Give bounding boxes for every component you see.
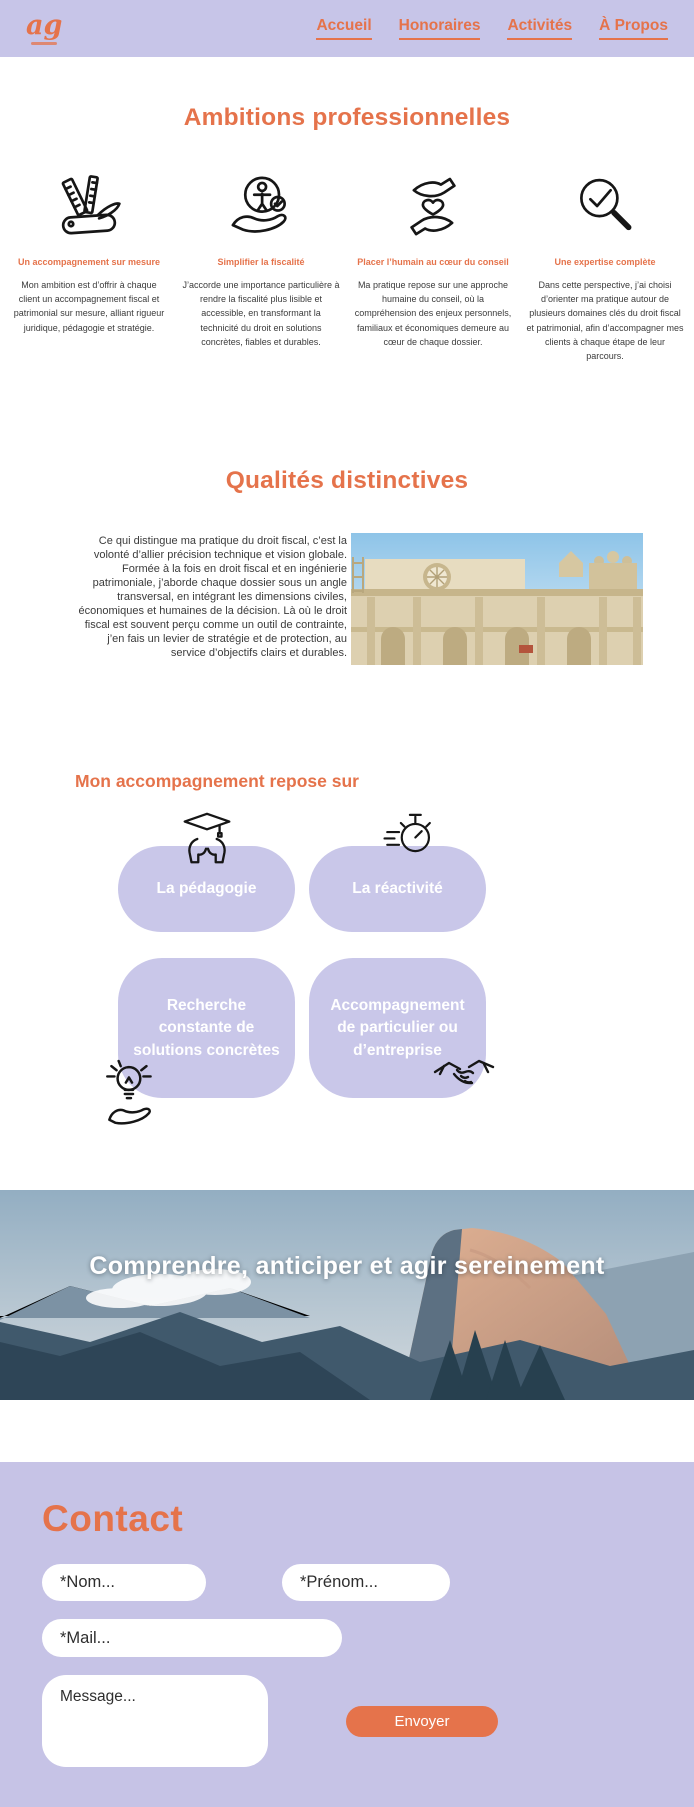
multi-tool-icon bbox=[10, 168, 168, 242]
graduation-cap-hands-icon bbox=[176, 808, 238, 875]
message-field[interactable] bbox=[42, 1675, 268, 1767]
hero-banner bbox=[0, 1190, 694, 1400]
logo[interactable] bbox=[26, 12, 62, 45]
ambition-column bbox=[526, 168, 684, 363]
qualites-paragraph: Ce qui distingue ma pratique du droit fiscal, c’est la volonté d’allier précision technique et vision globale. Formée à la fois en droit fiscal et en ingénierie patrimoniale, j’aborde chaque dossier sous un angle transversal, en intégrant les dimensions civiles, économiques et humaines de la décision. Là où le droit fiscal est souvent perçu comme un outil de contrainte, j’en fais un levier de stratégie et de protection, au service d’objectifs clairs et durables. bbox=[78, 535, 347, 659]
hero-caption: Comprendre, anticiper et agir sereinement bbox=[89, 1252, 605, 1281]
contact-title: Contact bbox=[42, 1498, 184, 1540]
ambition-column bbox=[10, 168, 168, 363]
ambitions-title: Ambitions professionnelles bbox=[183, 104, 511, 131]
logo-text: ag bbox=[26, 10, 63, 41]
feature-card-label: La réactivité bbox=[352, 880, 443, 898]
section-accompagnement bbox=[0, 771, 694, 1098]
section-ambitions bbox=[0, 104, 694, 363]
feature-card-label: La pédagogie bbox=[156, 880, 257, 898]
ambition-column-title: Placer l’humain au cœur du conseil bbox=[357, 257, 509, 267]
stopwatch-icon bbox=[380, 804, 438, 867]
ambition-column bbox=[182, 168, 340, 363]
section-contact bbox=[0, 1462, 694, 1807]
hand-person-check-icon bbox=[182, 168, 340, 242]
ambition-column-text: Dans cette perspective, j’ai choisi d’orienter ma pratique autour de plusieurs domaines clés du droit fiscal et patrimonial, afin d’accompagner mes clients à chaque étape de leur parcours. bbox=[526, 280, 684, 362]
ambition-column-text: Ma pratique repose sur une approche humaine du conseil, où la compréhension des enjeux personnels, familiaux et économiques demeure au cœur de chaque dossier. bbox=[354, 280, 512, 347]
feature-card-label: Accompagnement de particulier ou d’entreprise bbox=[330, 996, 465, 1059]
qualites-title: Qualités distinctives bbox=[225, 467, 469, 495]
main-nav bbox=[316, 17, 668, 40]
nav-item-honoraires[interactable]: Honoraires bbox=[399, 17, 481, 40]
feature-card-label: Recherche constante de solutions concrètes bbox=[133, 996, 280, 1059]
nom-field[interactable] bbox=[42, 1564, 206, 1601]
site-header bbox=[0, 0, 694, 57]
nav-item-activites[interactable]: Activités bbox=[507, 17, 572, 40]
prenom-field[interactable] bbox=[282, 1564, 450, 1601]
envoyer-button[interactable]: Envoyer bbox=[346, 1706, 498, 1737]
section-qualites bbox=[0, 467, 694, 665]
handshake-icon bbox=[432, 1040, 496, 1105]
ambition-column-text: J’accorde une importance particulière à rendre la fiscalité plus lisible et accessible, en transformant la technicité du droit en solutions concrètes, fiables et durables. bbox=[182, 280, 340, 347]
nav-item-accueil[interactable]: Accueil bbox=[316, 17, 371, 40]
contact-form bbox=[42, 1564, 694, 1767]
magnifier-check-icon bbox=[526, 168, 684, 242]
lightbulb-hand-icon bbox=[98, 1058, 164, 1137]
ambition-column bbox=[354, 168, 512, 363]
mountain-landscape-photo bbox=[0, 1190, 694, 1400]
classical-building-photo bbox=[351, 533, 643, 665]
mail-field[interactable] bbox=[42, 1619, 342, 1657]
accompagnement-title: Mon accompagnement repose sur bbox=[75, 771, 359, 792]
hands-heart-icon bbox=[354, 168, 512, 242]
ambition-column-title: Un accompagnement sur mesure bbox=[17, 257, 161, 267]
ambition-column-title: Simplifier la fiscalité bbox=[217, 257, 305, 267]
ambitions-columns bbox=[0, 168, 694, 363]
nav-item-a-propos[interactable]: À Propos bbox=[599, 17, 668, 40]
logo-subtext bbox=[31, 42, 57, 45]
ambition-column-title: Une expertise complète bbox=[554, 257, 656, 267]
ambition-column-text: Mon ambition est d’offrir à chaque client un accompagnement fiscal et patrimonial sur mesure, alliant rigueur juridique, pédagogie et stratégie. bbox=[13, 280, 165, 333]
